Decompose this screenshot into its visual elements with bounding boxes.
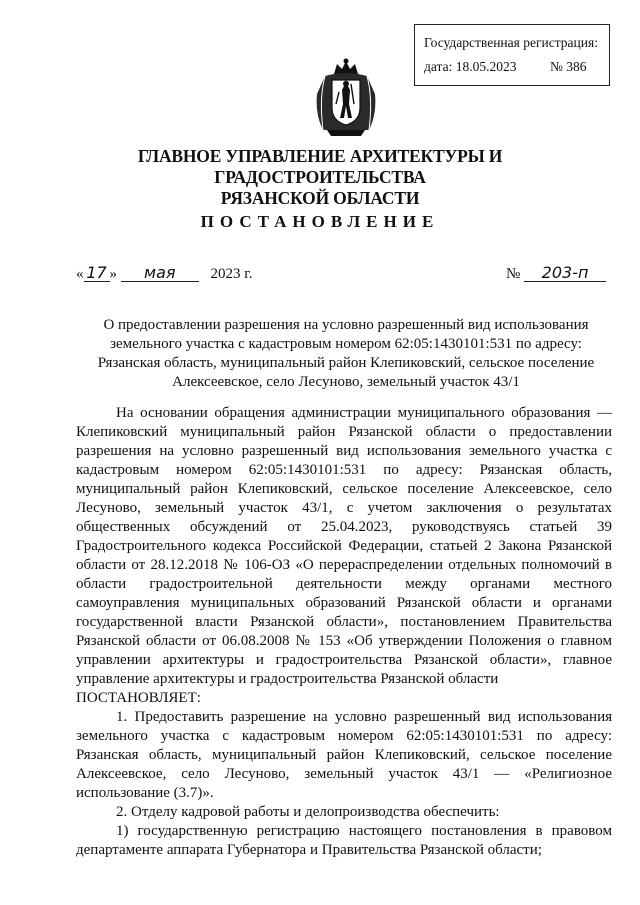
item-2-paragraph: 2. Отделу кадровой работы и делопроизводства обеспечить: bbox=[116, 804, 500, 820]
subject-line: О предоставлении разрешения на условно разрешенный вид использования bbox=[103, 317, 589, 333]
agency-name bbox=[40, 146, 600, 209]
item-2-1-paragraph: 1) государственную регистрацию настоящего постановления в правовом департаменте аппарата Губернатора и Правительства Рязанской области; bbox=[76, 823, 612, 858]
date-day: 17 bbox=[84, 264, 110, 282]
registration-stamp bbox=[414, 24, 610, 86]
subject-line: земельного участка с кадастровым номером 62:05:1430101:531 по адресу: bbox=[110, 336, 582, 352]
date-open-quote: « bbox=[76, 266, 84, 282]
agency-name-line1: ГЛАВНОЕ УПРАВЛЕНИЕ АРХИТЕКТУРЫ И ГРАДОСТРОИТЕЛЬСТВА bbox=[137, 146, 503, 187]
document-body bbox=[76, 404, 612, 860]
document-type: ПОСТАНОВЛЕНИЕ bbox=[200, 212, 440, 231]
document-date bbox=[76, 264, 252, 283]
preamble-paragraph: На основании обращения администрации муниципального образования — Клепиковский муниципальный район Рязанской области о предоставлении разрешения на условно разрешенный вид использования земельного участка с кадастровым номером 62:05:1430101:531 по адресу: Рязанская область, муниципальный район Клепиковский, сельское поселение Алексеевское, село Лесуново, земельный участок 43/1, с учетом заключения о результатах общественных обсуждений от 25.04.2023, руководствуясь статьей 39 Градостроительного кодекса Российской Федерации, статьей 2 Закона Рязанской области от 28.12.2018 № 106-ОЗ «О перераспределении отдельных полномочий в области градостроительной деятельности между органами местного самоуправления муниципальных образований Рязанской области и органами государственной власти Рязанской области», постановлением Правительства Рязанской области от 06.08.2008 № 153 «Об утверждении Положения о главном управлении архитектуры и градостроительства Рязанской области», главное управление архитектуры и градостроительства Рязанской области bbox=[76, 405, 612, 687]
date-close-quote: » bbox=[109, 266, 117, 282]
subject-line: Рязанская область, муниципальный район Клепиковский, сельское поселение bbox=[97, 355, 595, 371]
registration-number: № 386 bbox=[550, 59, 587, 74]
date-year: 2023 г. bbox=[210, 266, 253, 282]
coat-of-arms-icon bbox=[311, 58, 381, 140]
registration-date: дата: 18.05.2023 bbox=[424, 59, 517, 74]
agency-name-line2: РЯЗАНСКОЙ ОБЛАСТИ bbox=[220, 188, 420, 208]
subject-line: Алексеевское, село Лесуново, земельный участок 43/1 bbox=[172, 374, 520, 390]
number-prefix: № bbox=[506, 266, 521, 282]
document-number bbox=[506, 264, 606, 283]
resolution-heading: ПОСТАНОВЛЯЕТ: bbox=[76, 690, 201, 706]
document-subject bbox=[76, 316, 616, 392]
item-1-paragraph: 1. Предоставить разрешение на условно разрешенный вид использования земельного участка с кадастровым номером 62:05:1430101:531 по адресу: Рязанская область, муниципальный район Клепиковский, сельское поселение Алексеевское, село Лесуново, земельный участок 43/1 — «Религиозное использование (3.7)». bbox=[76, 709, 612, 801]
number-value: 203-п bbox=[524, 264, 606, 282]
registration-title: Государственная регистрация: bbox=[424, 35, 598, 50]
date-month: мая bbox=[121, 264, 199, 282]
